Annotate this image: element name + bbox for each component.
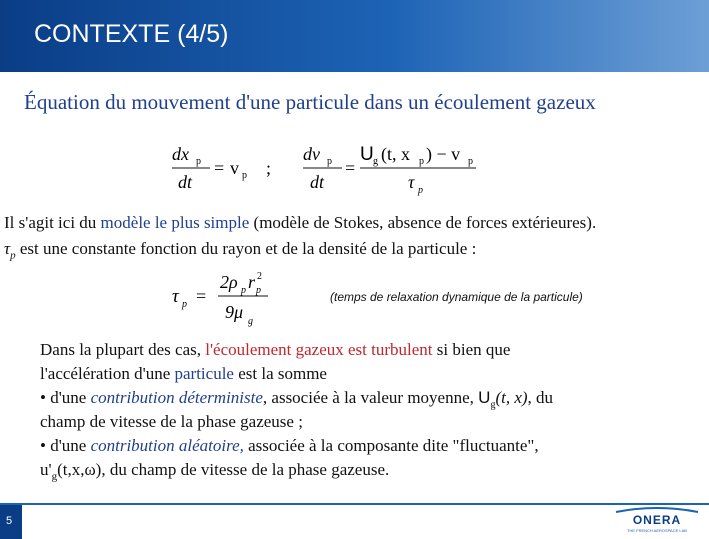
footer-divider	[0, 503, 709, 505]
eq2-num: 2ρ	[220, 272, 238, 292]
relaxation-time-equation	[170, 268, 290, 330]
para-row-1: Dans la plupart des cas, l'écoulement gazeux est turbulent si bien que	[40, 340, 511, 359]
eq1-num1: dx	[172, 144, 189, 164]
turbulence-paragraph	[40, 338, 680, 482]
mean-velocity-U-sub: g	[490, 399, 496, 411]
eq1-den1: dt	[178, 172, 193, 192]
logo-arc-icon	[616, 508, 698, 512]
eq1-rhs2-U: U	[360, 144, 374, 165]
stokes-model-text	[4, 213, 596, 233]
eq2-num-sup: 2	[257, 271, 262, 282]
mean-velocity-args: (t, x)	[495, 388, 528, 407]
tau-symbol-sub: p	[10, 249, 16, 262]
onera-logo	[612, 506, 702, 536]
particle-highlight: particule	[174, 364, 234, 383]
eq1-num2-sub: p	[327, 156, 332, 167]
tau-description	[4, 239, 476, 261]
stokes-text-c: (modèle de Stokes, absence de forces extérieures).	[249, 213, 597, 232]
eq1-den2: dt	[310, 172, 325, 192]
tau-symbol: τ	[4, 239, 11, 258]
slide-subtitle: Équation du mouvement d'une particule dans un écoulement gazeux	[24, 90, 596, 114]
eq1-rhs2-den: τ	[408, 172, 415, 192]
eq1-rhs2-close-sub: p	[468, 156, 473, 167]
turbulent-highlight: l'écoulement gazeux est turbulent	[205, 340, 433, 359]
tau-description-text: est une constante fonction du rayon et de la densité de la particule :	[15, 239, 477, 258]
eq1-num1-sub: p	[196, 156, 201, 167]
eq1-rhs2-args-sub: p	[419, 156, 424, 167]
eq1-rhs2-U-sub: g	[373, 156, 378, 167]
logo-wordmark: ONERA	[632, 513, 682, 527]
relaxation-note: (temps de relaxation dynamique de la particule)	[330, 290, 583, 304]
eq1-rhs2-den-sub: p	[418, 185, 423, 196]
para-row-6: $u'_g(t,x,\omega)$, du champ de vitesse de la phase gazeuse.	[40, 460, 390, 483]
eq2-lhs: τ	[172, 286, 179, 307]
stokes-text-highlight: modèle le plus simple	[100, 213, 250, 232]
eq2-num-r: r	[248, 272, 256, 292]
para-row-3: • d'une contribution déterministe, associée à la valeur moyenne, $U_g(t$, x), du	[40, 388, 554, 411]
para-row-5: • d'une contribution aléatoire, associée à la composante dite "fluctuante",	[40, 436, 539, 455]
mean-velocity-U: U	[478, 388, 491, 407]
para-row-4: champ de vitesse de la phase gazeuse ;	[40, 412, 303, 431]
eq2-num-sub: p	[241, 285, 246, 296]
eq1-rhs1-sub: p	[242, 170, 247, 181]
eq1-num2: dv	[303, 144, 320, 164]
eq2-lhs-sub: p	[182, 299, 187, 310]
eq2-den: 9μ	[225, 302, 244, 322]
eq1-rhs2-args: (t, x	[381, 144, 410, 164]
eq1-separator: ;	[266, 158, 272, 178]
logo-tagline: THE FRENCH AEROSPACE LAB	[627, 528, 687, 533]
slide-title: CONTEXTE (4/5)	[34, 20, 229, 48]
slide-header	[0, 0, 709, 72]
random-highlight: contribution aléatoire,	[90, 436, 244, 455]
page-number: 5	[6, 515, 13, 527]
stokes-text-a: Il s'agit ici du	[4, 213, 101, 232]
deterministic-highlight: contribution déterministe	[90, 388, 263, 407]
para-row-2: l'accélération d'une particule est la somme	[40, 364, 327, 383]
eq2-den-sub: g	[248, 316, 253, 327]
motion-equations	[170, 140, 480, 196]
eq1-rhs1: v	[230, 158, 239, 178]
eq1-equals-2: =	[345, 158, 356, 178]
eq2-num-r-sub: p	[256, 285, 261, 296]
eq1-equals-1: =	[214, 158, 225, 178]
eq2-equals: =	[196, 286, 207, 306]
eq1-rhs2-close: ) − v	[426, 144, 461, 164]
